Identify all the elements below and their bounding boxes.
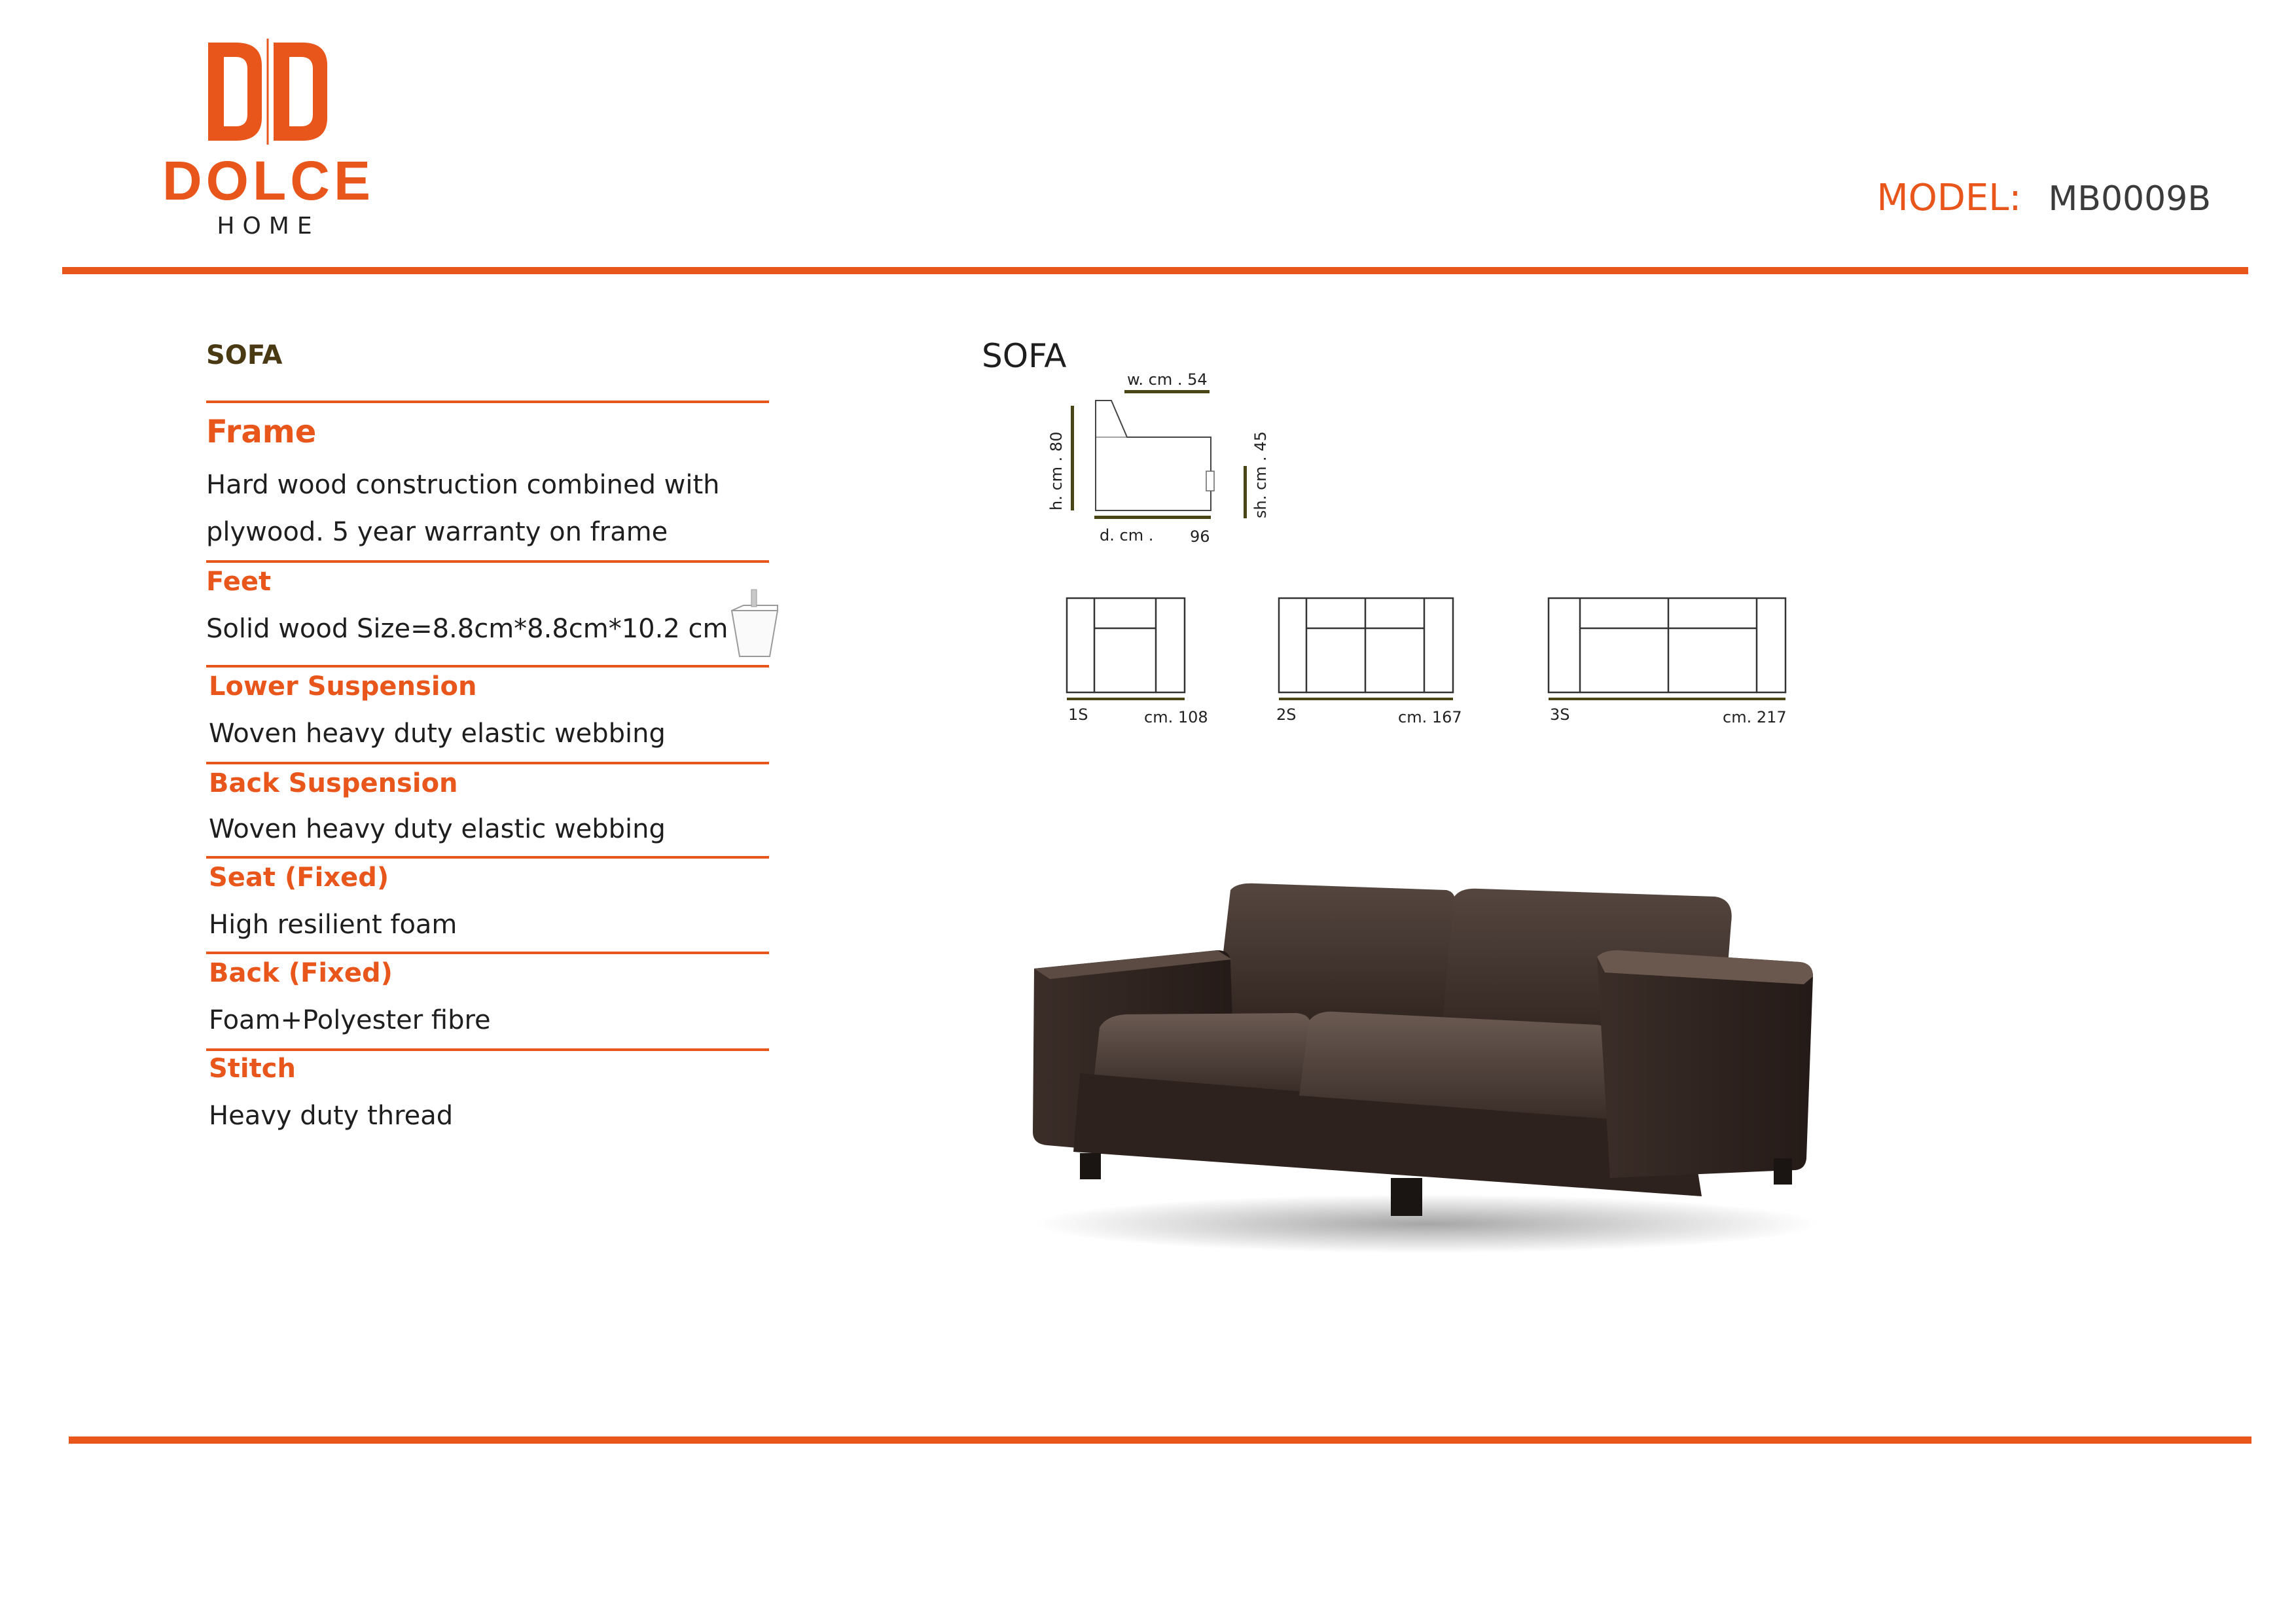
variant-2s-size: cm. 167 bbox=[1398, 708, 1462, 726]
depth-label: d. cm . bbox=[1100, 526, 1154, 544]
top-view-3s bbox=[1549, 598, 1785, 699]
depth-bar bbox=[1094, 516, 1211, 519]
lower-suspension-text: Woven heavy duty elastic webbing bbox=[209, 719, 666, 749]
model-value: MB0009B bbox=[2048, 179, 2211, 219]
seat-height-label: sh. cm . 45 bbox=[1251, 431, 1270, 518]
width-label: w. cm . 54 bbox=[1127, 370, 1208, 389]
footer-divider bbox=[69, 1436, 2251, 1444]
divider bbox=[206, 762, 769, 764]
variant-2s-name: 2S bbox=[1276, 705, 1297, 724]
lower-suspension-heading: Lower Suspension bbox=[209, 671, 477, 702]
width-bar bbox=[1124, 390, 1210, 393]
height-label: h. cm . 80 bbox=[1047, 431, 1066, 510]
frame-text-1: Hard wood construction combined with bbox=[206, 470, 720, 500]
stitch-text: Heavy duty thread bbox=[209, 1101, 454, 1131]
divider bbox=[206, 1048, 769, 1051]
sofa-foot-icon bbox=[725, 586, 784, 664]
divider bbox=[206, 665, 769, 668]
variant-3s-name: 3S bbox=[1550, 705, 1570, 724]
variant-3s-size: cm. 217 bbox=[1723, 708, 1787, 726]
frame-heading: Frame bbox=[206, 414, 317, 450]
seat-height-bar bbox=[1244, 466, 1247, 518]
height-bar bbox=[1071, 406, 1074, 510]
feet-heading: Feet bbox=[206, 567, 272, 597]
divider bbox=[206, 560, 769, 563]
variant-1s-size: cm. 108 bbox=[1144, 708, 1208, 726]
frame-text-2: plywood. 5 year warranty on frame bbox=[206, 517, 668, 547]
dd-monogram-icon bbox=[151, 36, 386, 213]
divider bbox=[206, 856, 769, 859]
model-label: MODEL: bbox=[1876, 177, 2022, 219]
back-text: Foam+Polyester fibre bbox=[209, 1005, 491, 1035]
back-suspension-heading: Back Suspension bbox=[209, 768, 458, 798]
diagram-title: SOFA bbox=[982, 337, 1067, 375]
brand-logo bbox=[151, 36, 386, 252]
brand-sub: HOME bbox=[217, 213, 320, 240]
brand-name: DOLCE bbox=[162, 150, 374, 211]
sofa-product-image bbox=[1021, 870, 1833, 1263]
back-heading: Back (Fixed) bbox=[209, 958, 393, 988]
depth-value: 96 bbox=[1190, 527, 1210, 546]
model-info bbox=[1876, 177, 2211, 219]
top-view-1s bbox=[1067, 598, 1185, 699]
variant-1s-name: 1S bbox=[1068, 705, 1088, 724]
stitch-heading: Stitch bbox=[209, 1054, 296, 1084]
top-view-diagrams bbox=[1060, 596, 1793, 700]
top-view-2s bbox=[1279, 598, 1453, 699]
feet-text: Solid wood Size=8.8cm*8.8cm*10.2 cm bbox=[206, 614, 728, 644]
back-suspension-text: Woven heavy duty elastic webbing bbox=[209, 814, 666, 844]
seat-heading: Seat (Fixed) bbox=[209, 863, 389, 893]
header-divider bbox=[62, 267, 2248, 274]
spec-title: SOFA bbox=[206, 340, 283, 370]
divider bbox=[206, 952, 769, 954]
divider bbox=[206, 401, 769, 403]
sofa-side-profile bbox=[1086, 398, 1217, 516]
seat-text: High resilient foam bbox=[209, 910, 457, 940]
